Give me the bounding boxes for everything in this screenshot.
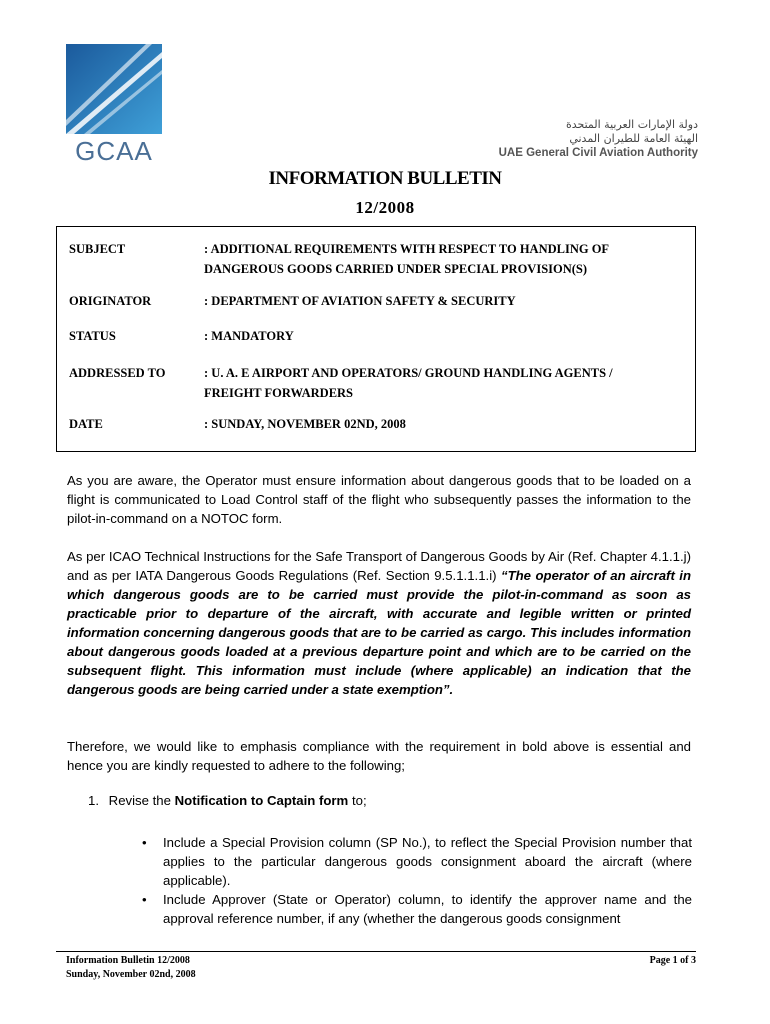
paragraph-3: Therefore, we would like to emphasis compliance with the requirement in bold above is essential and hence you are kindly requested to adhere to the following; — [67, 739, 691, 773]
bulletin-meta-box — [56, 226, 696, 452]
bullet-icon: • — [142, 892, 147, 907]
meta-key: SUBJECT — [69, 242, 126, 256]
bullet-item — [142, 833, 692, 890]
bulletin-number: 12/2008 — [355, 198, 415, 217]
paragraph-2 — [67, 547, 691, 699]
item-text-bold: Notification to Captain form — [174, 793, 349, 808]
bullet-item — [142, 890, 692, 928]
meta-key: ORIGINATOR — [69, 294, 152, 308]
authority-arabic-line2: الهيئة العامة للطيران المدني — [569, 132, 698, 145]
footer-divider — [56, 951, 696, 952]
item-number: 1. — [88, 793, 99, 808]
logo-text: GCAA — [75, 136, 153, 166]
item-text-pre: Revise the — [108, 793, 175, 808]
meta-value: : MANDATORY — [204, 329, 294, 343]
footer-date: Sunday, November 02nd, 2008 — [66, 969, 196, 980]
meta-key: STATUS — [69, 329, 116, 343]
gcaa-logo — [66, 44, 162, 164]
bulletin-title: INFORMATION BULLETIN — [268, 168, 502, 189]
meta-value: : ADDITIONAL REQUIREMENTS WITH RESPECT TO HANDLING OF DANGEROUS GOODS CARRIED UNDER SPECIAL PROVISION(S) — [204, 242, 609, 276]
authority-arabic-line1: دولة الإمارات العربية المتحدة — [565, 118, 698, 131]
bullet-text: Include Approver (State or Operator) column, to identify the approver name and the approval reference number, if any (whether the dangerous goods consignment — [163, 892, 692, 926]
paragraph-2-quote: “The operator of an aircraft in which dangerous goods are to be carried must provide the pilot-in-command as soon as practicable prior to departure of the aircraft, with accurate and legible written or printed information concerning dangerous goods that are to be carried as cargo. This includes information about dangerous goods loaded at a previous departure point and which are to be carried on the subsequent flight. This information must include (where applicable) an indication that the dangerous goods are being carried under a state exemption”. — [67, 568, 691, 697]
numbered-item-1 — [88, 793, 367, 808]
footer-bulletin-ref: Information Bulletin 12/2008 — [66, 955, 190, 966]
paragraph-1: As you are aware, the Operator must ensure information about dangerous goods that to be loaded on a flight is communicated to Load Control staff of the flight who subsequently passes the information to the pilot-in-command on a NOTOC form. — [67, 473, 691, 526]
meta-key: DATE — [69, 417, 103, 431]
authority-name: UAE General Civil Aviation Authority — [498, 147, 698, 159]
bullet-icon: • — [142, 835, 147, 850]
meta-value: : U. A. E AIRPORT AND OPERATORS/ GROUND HANDLING AGENTS / FREIGHT FORWARDERS — [204, 366, 613, 400]
footer-left — [66, 954, 196, 982]
footer-page-number: Page 1 of 3 — [649, 955, 696, 966]
authority-block — [499, 118, 698, 160]
bullet-text: Include a Special Provision column (SP No.), to reflect the Special Provision number that applies to the particular dangerous goods consignment aboard the aircraft (where applicable). — [163, 835, 692, 888]
meta-key: ADDRESSED TO — [69, 366, 166, 380]
item-text-post: to; — [348, 793, 367, 808]
meta-value: : DEPARTMENT OF AVIATION SAFETY & SECURITY — [204, 294, 516, 308]
meta-value: : SUNDAY, NOVEMBER 02ND, 2008 — [204, 417, 406, 431]
paragraph-2-intro: As per ICAO Technical Instructions for the Safe Transport of Dangerous Goods by Air (Ref. Chapter 4.1.1.j) and as per IATA Dangerous Goods Regulations (Ref. Section 9.5.1.1.1.i) — [67, 549, 691, 583]
